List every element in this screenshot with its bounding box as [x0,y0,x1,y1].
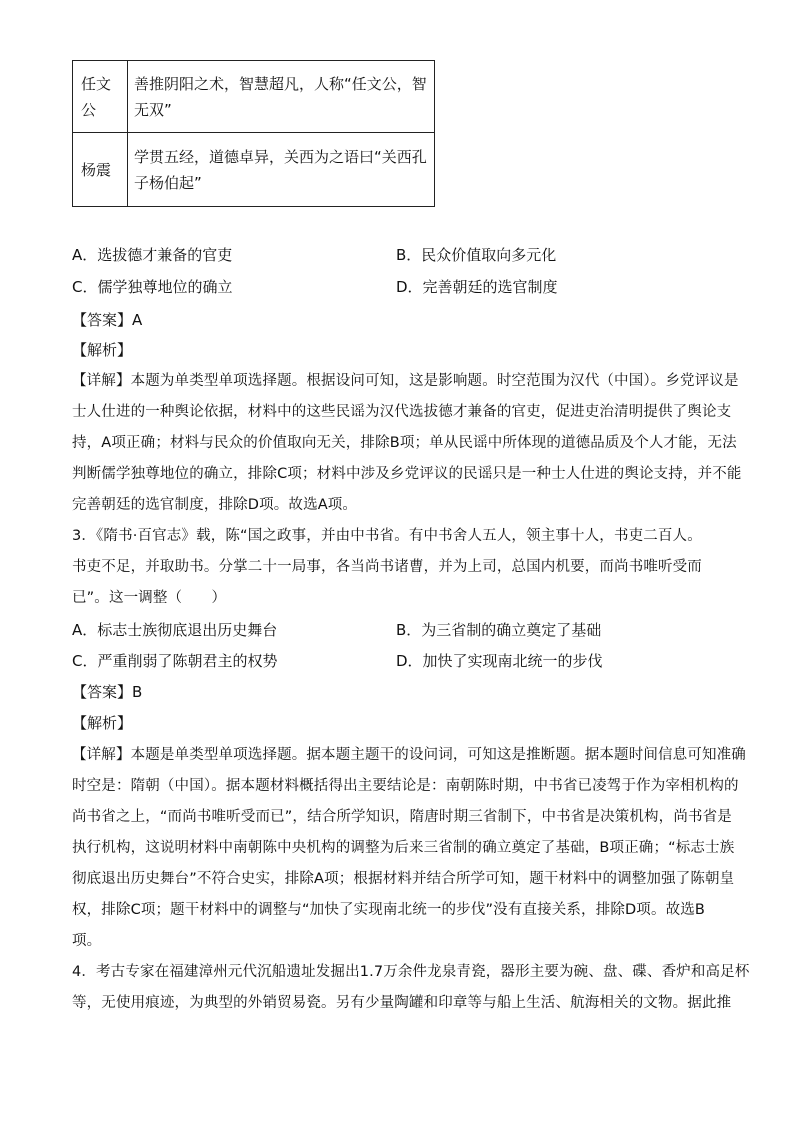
table-cell-name [73,61,128,133]
figure-table [72,60,435,207]
option-a: A．选拔德才兼备的官吏 [72,246,233,264]
table-cell-description [128,61,435,133]
option-c: C．儒学独尊地位的确立 [72,278,233,296]
cell-text: 无双” [134,100,172,119]
detail-line: 项。 [72,933,102,949]
table-cell-name [73,133,128,207]
cell-text: 学贯五经，道德卓异，关西为之语曰“关西孔 [134,147,427,166]
question-stem-line: 等，无使用痕迹，为典型的外销贸易瓷。另有少量陶罐和印章等与船上生活、航海相关的文物。据此推 [72,995,732,1011]
detail-line: 【详解】本题是单类型单项选择题。据本题主题干的设问词，可知这是推断题。据本题时间信息可知准确 [72,747,746,763]
detail-line: 士人仕进的一种舆论依据，材料中的这些民谣为汉代选拔德才兼备的官吏，促进吏治清明提供了舆论支 [72,404,732,420]
table-cell-description [128,133,435,207]
table-row [73,133,435,207]
detail-line: 执行机构，这说明材料中南朝陈中央机构的调整为后来三省制的确立奠定了基础，B项正确；“标志士族 [72,840,735,856]
detail-line: 【详解】本题为单类型单项选择题。根据设问可知，这是影响题。时空范围为汉代（中国）。乡党评议是 [72,373,739,389]
option-d: D．加快了实现南北统一的步伐 [396,652,603,670]
table-row [73,61,435,133]
analysis-label: 【解析】 [72,714,133,732]
option-b: B．民众价值取向多元化 [396,246,557,264]
option-c: C．严重削弱了陈朝君主的权势 [72,652,278,670]
analysis-label: 【解析】 [72,341,133,359]
detail-line: 权，排除C项；题干材料中的调整与“加快了实现南北统一的步伐”没有直接关系，排除D项。故选B [72,902,706,918]
cell-text: 公 [81,100,97,119]
question-stem-line: 已”。这一调整（ ） [72,590,227,606]
detail-line: 持，A项正确；材料与民众的价值取向无关，排除B项；单从民谣中所体现的道德品质及个人才能，无法 [72,435,737,451]
cell-text: 任文 [81,74,112,93]
detail-line: 彻底退出历史舞台”不符合史实，排除A项；根据材料并结合所学可知，题干材料中的调整加强了陈朝皇 [72,871,735,887]
answer-label: 【答案】B [72,683,143,701]
cell-text: 善推阴阳之术，智慧超凡，人称“任文公，智 [134,74,427,93]
answer-label: 【答案】A [72,311,143,329]
question-stem-line: 书吏不足，并取助书。分掌二十一局事，各当尚书诸曹，并为上司，总国内机要，而尚书唯听受而 [72,559,702,575]
detail-line: 时空是：隋朝（中国）。据本题材料概括得出主要结论是：南朝陈时期，中书省已凌驾于作为宰相机构的 [72,778,739,794]
question-stem-line: 4．考古专家在福建漳州元代沉船遗址发掘出1.7万余件龙泉青瓷，器形主要为碗、盘、碟、香炉和高足杯 [72,964,750,980]
detail-line: 判断儒学独尊地位的确立，排除C项；材料中涉及乡党评议的民谣只是一种士人仕进的舆论支持，并不能 [72,466,742,482]
option-a: A．标志士族彻底退出历史舞台 [72,621,278,639]
cell-text: 杨震 [81,160,112,179]
cell-text: 子杨伯起” [134,173,202,192]
detail-line: 尚书省之上，“而尚书唯听受而已”，结合所学知识，隋唐时期三省制下，中书省是决策机构，尚书省是 [72,809,732,825]
option-d: D．完善朝廷的选官制度 [396,278,558,296]
detail-line: 完善朝廷的选官制度，排除D项。故选A项。 [72,497,358,513]
option-b: B．为三省制的确立奠定了基础 [396,621,602,639]
question-stem-line: 3．《隋书·百官志》载，陈“国之政事，并由中书省。有中书舍人五人，领主事十人，书吏二百人。 [72,528,702,544]
